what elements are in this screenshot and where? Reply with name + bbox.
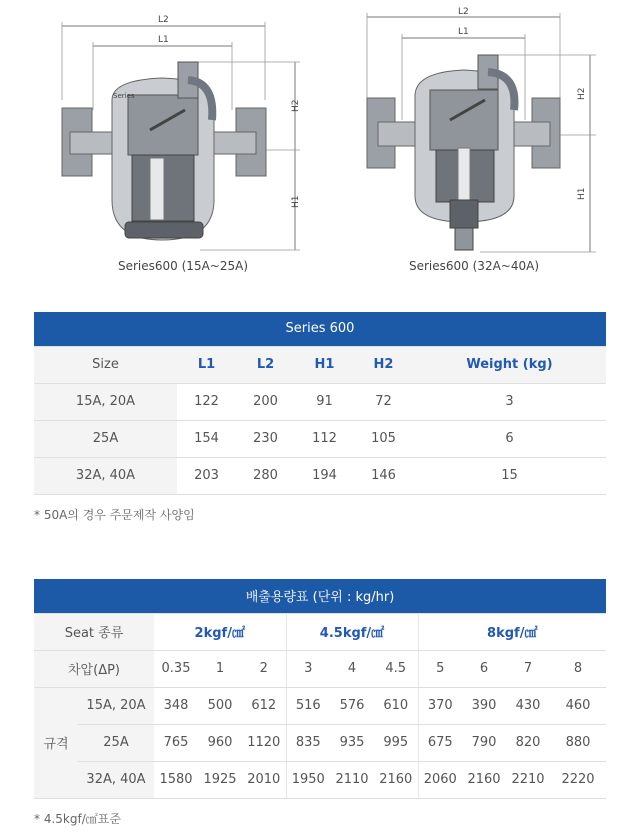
table-row [34,420,606,457]
dim-h2-left: H2 [291,99,301,112]
header-h2: H2 [354,346,413,383]
table-cell: 203 [177,457,236,494]
dp-value: 0.35 [154,650,198,687]
table-cell: 430 [506,687,550,724]
trap-drawings [0,0,640,290]
table-cell: 348 [154,687,198,724]
dp-value: 4 [330,650,374,687]
dim-l2-left: L2 [158,15,169,25]
table-cell: 105 [354,420,413,457]
dp-row [34,650,606,687]
svg-text:Series: Series [113,92,135,100]
table-cell: 2220 [550,761,606,798]
table-cell: 112 [295,420,354,457]
table-cell: 880 [550,724,606,761]
table-row [34,724,606,761]
table-cell: 1925 [198,761,242,798]
size-cell: 32A, 40A [78,761,154,798]
header-l2: L2 [236,346,295,383]
table-cell: 835 [286,724,330,761]
table-cell: 1120 [242,724,286,761]
size-cell: 32A, 40A [34,457,177,494]
table-cell: 2160 [374,761,418,798]
capacity-table-title-row [34,579,606,613]
dp-value: 4.5 [374,650,418,687]
table-cell: 122 [177,383,236,420]
seat-row [34,613,606,650]
dp-value: 1 [198,650,242,687]
dimensions-note: * 50A의 경우 주문제작 사양임 [34,508,195,522]
dim-l1-right: L1 [458,27,469,37]
table-cell: 500 [198,687,242,724]
size-cell: 25A [78,724,154,761]
caption-right: Series600 (32A~40A) [409,259,539,273]
size-cell: 25A [34,420,177,457]
dp-value: 7 [506,650,550,687]
table-cell: 960 [198,724,242,761]
drawings-area [0,0,640,290]
dim-h1-right: H1 [577,187,587,200]
group-label: 규격 [34,687,78,798]
dim-l2-right: L2 [458,7,469,17]
table-cell: 2060 [418,761,462,798]
right-trap-drawing [367,7,596,252]
table-cell: 91 [295,383,354,420]
table-cell: 995 [374,724,418,761]
table-cell: 2010 [242,761,286,798]
dimensions-table [34,312,606,495]
table-cell: 2110 [330,761,374,798]
header-l1: L1 [177,346,236,383]
table-cell: 820 [506,724,550,761]
table-row [34,383,606,420]
table-cell: 72 [354,383,413,420]
pressure-8: 8kgf/㎠ [418,613,606,650]
dp-value: 2 [242,650,286,687]
table-cell: 146 [354,457,413,494]
table-cell: 576 [330,687,374,724]
table-cell: 154 [177,420,236,457]
table-cell: 460 [550,687,606,724]
pressure-2: 2kgf/㎠ [154,613,286,650]
table-cell: 200 [236,383,295,420]
capacity-table-title: 배출용량표 (단위 : kg/hr) [34,579,606,613]
dimensions-header-row [34,346,606,383]
dimensions-table-title-row [34,312,606,346]
table-cell: 280 [236,457,295,494]
table-cell: 3 [413,383,606,420]
dp-value: 6 [462,650,506,687]
dim-h1-left: H1 [291,195,301,208]
table-cell: 675 [418,724,462,761]
table-cell: 612 [242,687,286,724]
size-cell: 15A, 20A [34,383,177,420]
table-cell: 935 [330,724,374,761]
seat-label: Seat 종류 [34,613,154,650]
table-cell: 194 [295,457,354,494]
table-cell: 390 [462,687,506,724]
table-cell: 516 [286,687,330,724]
capacity-table [34,579,606,799]
table-cell: 230 [236,420,295,457]
header-size: Size [34,346,177,383]
size-cell: 15A, 20A [78,687,154,724]
dp-value: 3 [286,650,330,687]
table-cell: 610 [374,687,418,724]
header-weight: Weight (kg) [413,346,606,383]
dp-label: 차압(ΔP) [34,650,154,687]
table-cell: 15 [413,457,606,494]
left-trap-drawing [62,15,301,250]
table-row [34,457,606,494]
table-cell: 790 [462,724,506,761]
table-cell: 1950 [286,761,330,798]
dp-value: 5 [418,650,462,687]
table-cell: 1580 [154,761,198,798]
table-cell: 370 [418,687,462,724]
capacity-note: * 4.5kgf/㎠표준 [34,812,121,826]
dimensions-table-title: Series 600 [34,312,606,346]
dim-l1-left: L1 [158,35,169,45]
pressure-4-5: 4.5kgf/㎠ [286,613,418,650]
table-cell: 6 [413,420,606,457]
table-cell: 765 [154,724,198,761]
table-row [34,687,606,724]
dp-value: 8 [550,650,606,687]
caption-left: Series600 (15A~25A) [118,259,248,273]
dim-h2-right: H2 [577,87,587,100]
header-h1: H1 [295,346,354,383]
table-row [34,761,606,798]
table-cell: 2210 [506,761,550,798]
table-cell: 2160 [462,761,506,798]
